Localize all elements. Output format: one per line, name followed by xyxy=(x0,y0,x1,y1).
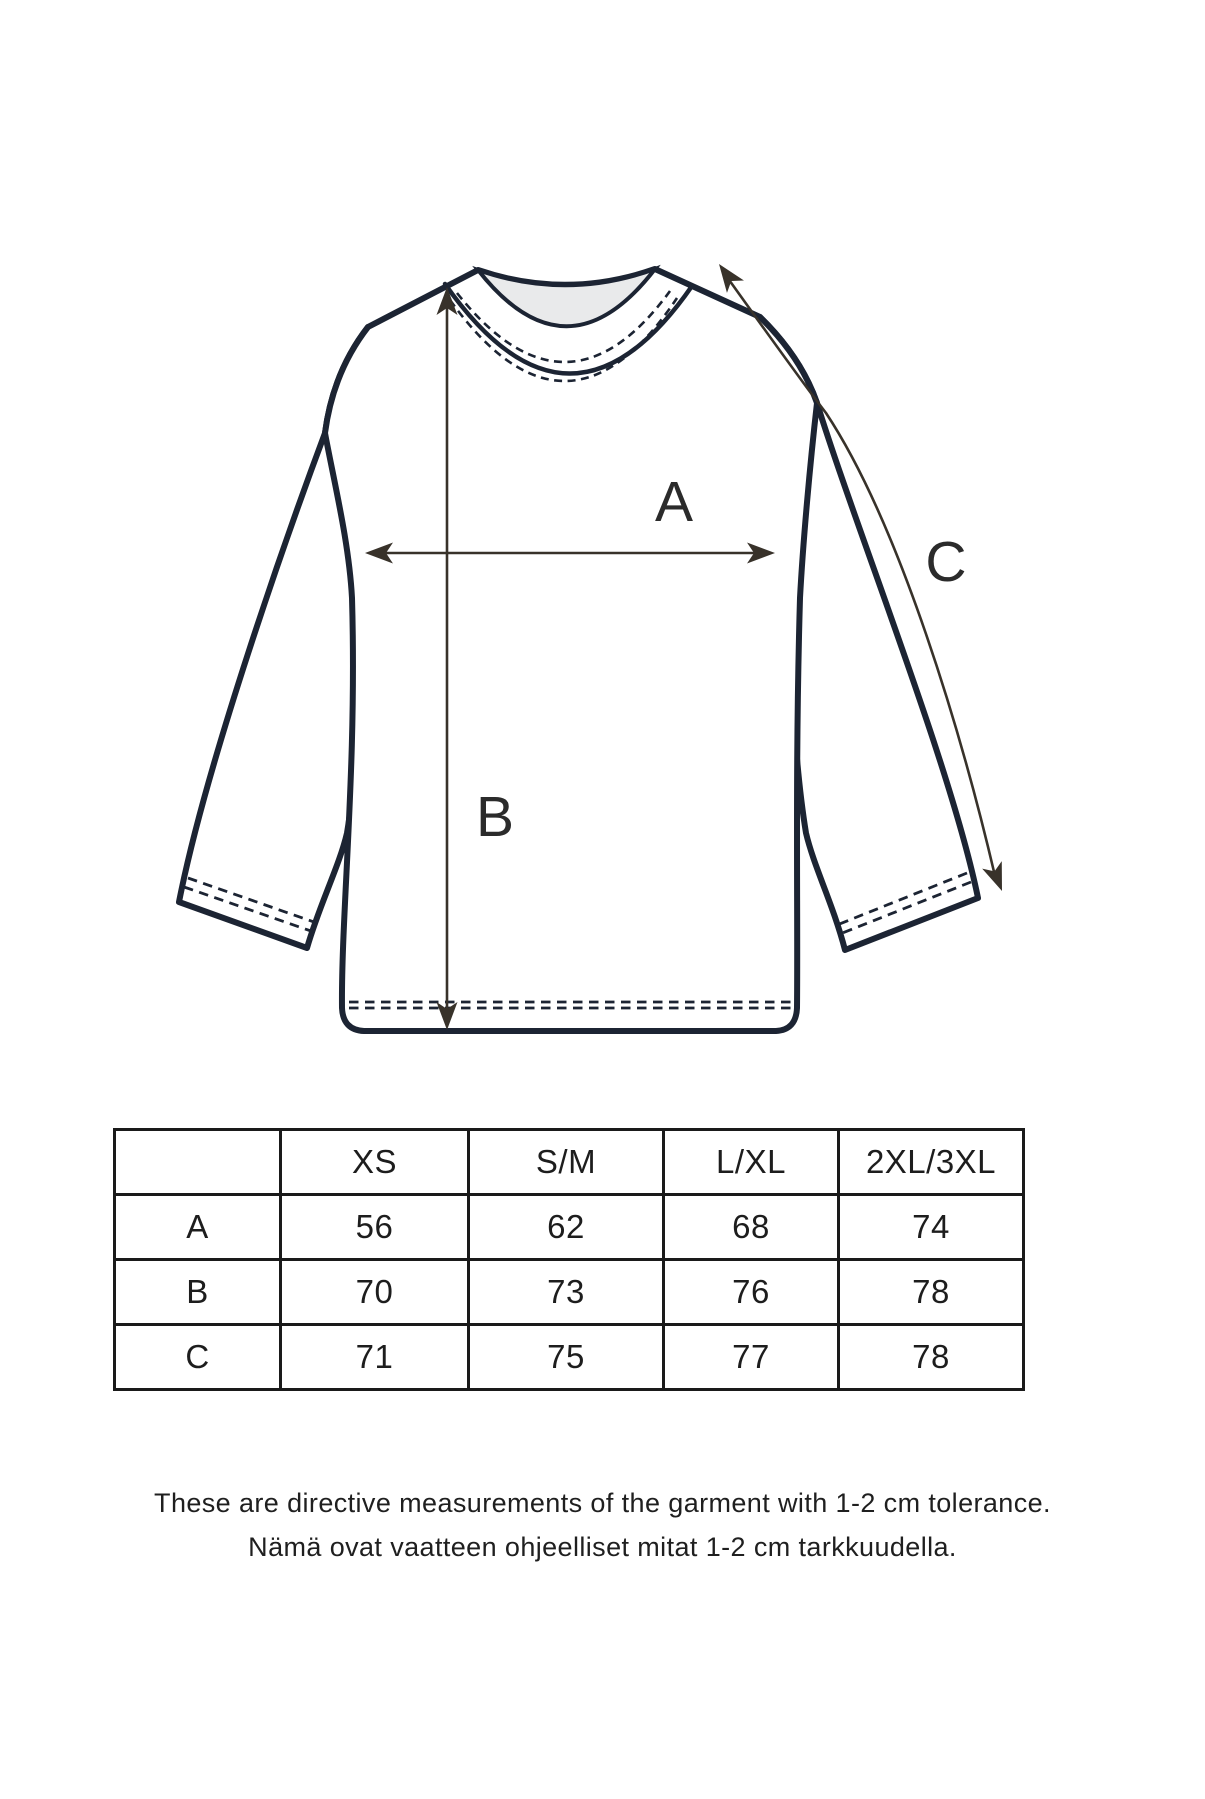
cell-c-2xl: 78 xyxy=(839,1325,1024,1390)
row-label: B xyxy=(115,1260,281,1325)
arrowhead-c-bottom xyxy=(982,861,1012,895)
label-length: B xyxy=(475,785,515,849)
cell-a-sm: 62 xyxy=(469,1195,664,1260)
tolerance-note xyxy=(0,1481,1205,1569)
table-row-b xyxy=(115,1260,1024,1325)
column-header-sm: S/M xyxy=(469,1130,664,1195)
column-header-lxl: L/XL xyxy=(664,1130,839,1195)
garment-body xyxy=(325,269,817,1031)
size-table-header-row xyxy=(115,1130,1024,1195)
cell-b-xs: 70 xyxy=(281,1260,469,1325)
column-header-xs: XS xyxy=(281,1130,469,1195)
cell-c-xs: 71 xyxy=(281,1325,469,1390)
corner-cell xyxy=(115,1130,281,1195)
table-row-c xyxy=(115,1325,1024,1390)
cell-a-2xl: 74 xyxy=(839,1195,1024,1260)
cell-b-sm: 73 xyxy=(469,1260,664,1325)
tolerance-note-fi: Nämä ovat vaatteen ohjeelliset mitat 1-2 cm tarkkuudella. xyxy=(248,1532,957,1562)
cell-c-sm: 75 xyxy=(469,1325,664,1390)
table-row-a xyxy=(115,1195,1024,1260)
column-header-2xl3xl: 2XL/3XL xyxy=(839,1130,1024,1195)
cell-a-lxl: 68 xyxy=(664,1195,839,1260)
cell-a-xs: 56 xyxy=(281,1195,469,1260)
row-label: C xyxy=(115,1325,281,1390)
size-table xyxy=(113,1128,1025,1391)
arrowhead-c-top xyxy=(711,258,744,293)
row-label: A xyxy=(115,1195,281,1260)
cell-c-lxl: 77 xyxy=(664,1325,839,1390)
label-sleeve-length: C xyxy=(925,530,967,594)
cell-b-2xl: 78 xyxy=(839,1260,1024,1325)
cell-b-lxl: 76 xyxy=(664,1260,839,1325)
label-chest-width: A xyxy=(654,470,694,534)
tolerance-note-en: These are directive measurements of the garment with 1-2 cm tolerance. xyxy=(154,1488,1051,1518)
